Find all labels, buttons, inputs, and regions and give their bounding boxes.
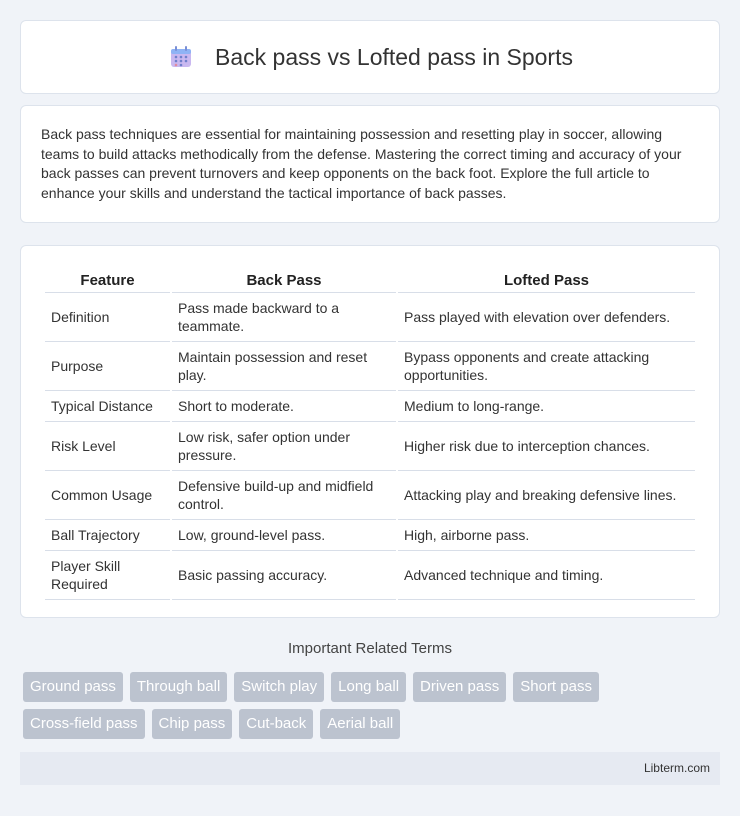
cell-lofted-pass: Bypass opponents and create attacking opportunities. xyxy=(398,342,695,391)
cell-back-pass: Low risk, safer option under pressure. xyxy=(172,422,396,471)
cell-back-pass: Maintain possession and reset play. xyxy=(172,342,396,391)
cell-feature: Common Usage xyxy=(45,471,170,520)
tag-chip-pass[interactable]: Chip pass xyxy=(152,709,233,739)
calendar-icon xyxy=(167,43,195,71)
page-title: Back pass vs Lofted pass in Sports xyxy=(215,43,573,70)
footer-site-link[interactable]: Libterm.com xyxy=(643,761,710,775)
intro-card xyxy=(20,105,720,223)
tag-ground-pass[interactable]: Ground pass xyxy=(23,672,123,702)
related-terms-heading: Important Related Terms xyxy=(288,640,452,657)
cell-lofted-pass: Medium to long-range. xyxy=(398,391,695,422)
table-row xyxy=(45,551,695,600)
cell-feature: Risk Level xyxy=(45,422,170,471)
table-row xyxy=(45,342,695,391)
table-header-row xyxy=(45,264,695,293)
cell-back-pass: Low, ground-level pass. xyxy=(172,520,396,551)
cell-lofted-pass: Attacking play and breaking defensive lines. xyxy=(398,471,695,520)
tag-long-ball[interactable]: Long ball xyxy=(331,672,406,702)
cell-feature: Typical Distance xyxy=(45,391,170,422)
intro-text: Back pass techniques are essential for maintaining possession and resetting play in soccer, allowing teams to build attacks methodically from the defense. Mastering the correct timing and accuracy of your back passes can prevent turnovers and keep opponents on the back foot. Explore the full article to enhance your skills and understand the tactical importance of back passes. xyxy=(41,126,682,201)
header-back-pass: Back Pass xyxy=(172,264,396,293)
header-card xyxy=(20,20,720,94)
tag-driven-pass[interactable]: Driven pass xyxy=(413,672,506,702)
cell-lofted-pass: Advanced technique and timing. xyxy=(398,551,695,600)
cell-back-pass: Short to moderate. xyxy=(172,391,396,422)
cell-lofted-pass: Higher risk due to interception chances. xyxy=(398,422,695,471)
cell-feature: Player Skill Required xyxy=(45,551,170,600)
tag-cut-back[interactable]: Cut-back xyxy=(239,709,313,739)
related-terms-tags xyxy=(23,672,723,746)
header-lofted-pass: Lofted Pass xyxy=(398,264,695,293)
table-row xyxy=(45,293,695,342)
table-row xyxy=(45,471,695,520)
comparison-card xyxy=(20,245,720,618)
tag-row xyxy=(23,672,723,702)
table-row xyxy=(45,520,695,551)
tag-aerial-ball[interactable]: Aerial ball xyxy=(320,709,400,739)
cell-back-pass: Defensive build-up and midfield control. xyxy=(172,471,396,520)
tag-through-ball[interactable]: Through ball xyxy=(130,672,227,702)
tag-switch-play[interactable]: Switch play xyxy=(234,672,324,702)
footer xyxy=(20,752,720,785)
tag-short-pass[interactable]: Short pass xyxy=(513,672,599,702)
table-row xyxy=(45,422,695,471)
tag-row xyxy=(23,709,723,739)
cell-feature: Purpose xyxy=(45,342,170,391)
header-feature: Feature xyxy=(45,264,170,293)
cell-feature: Definition xyxy=(45,293,170,342)
cell-feature: Ball Trajectory xyxy=(45,520,170,551)
cell-back-pass: Pass made backward to a teammate. xyxy=(172,293,396,342)
comparison-table xyxy=(43,264,697,600)
cell-lofted-pass: Pass played with elevation over defenders. xyxy=(398,293,695,342)
table-row xyxy=(45,391,695,422)
tag-cross-field-pass[interactable]: Cross-field pass xyxy=(23,709,145,739)
cell-lofted-pass: High, airborne pass. xyxy=(398,520,695,551)
cell-back-pass: Basic passing accuracy. xyxy=(172,551,396,600)
